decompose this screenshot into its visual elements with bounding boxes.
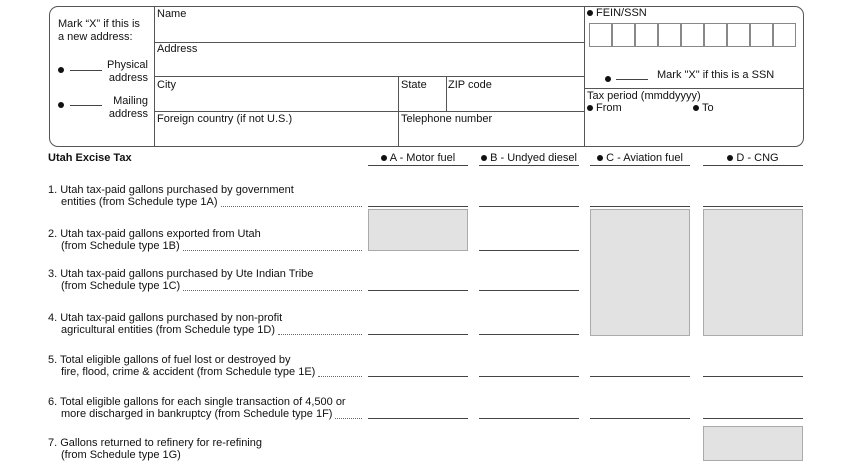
fein-digit-6[interactable]	[704, 23, 727, 47]
address-field[interactable]	[155, 55, 583, 75]
to-label: To	[693, 102, 714, 115]
column-a-header: A - Motor fuel	[368, 152, 468, 165]
state-label: State	[401, 79, 427, 91]
row-1-col-d-field[interactable]	[703, 206, 803, 207]
bullet-icon	[381, 155, 387, 161]
row-1-col-c-field[interactable]	[590, 206, 690, 207]
address-label: Address	[157, 43, 198, 55]
fein-digit-8[interactable]	[750, 23, 773, 47]
column-d-header: D - CNG	[703, 152, 803, 165]
row-2-label: 2. Utah tax-paid gallons exported from Utah	[48, 228, 261, 240]
bullet-icon	[587, 10, 593, 16]
row-7-label-2: (from Schedule type 1G)	[61, 449, 181, 461]
row-4-col-b-field[interactable]	[479, 334, 579, 335]
tax-period-to-field[interactable]	[693, 116, 801, 144]
zip-label: ZIP code	[448, 79, 492, 91]
row-3-label: 3. Utah tax-paid gallons purchased by Ute Indian Tribe	[48, 268, 314, 280]
telephone-field[interactable]	[399, 125, 583, 145]
fein-digit-4[interactable]	[658, 23, 681, 47]
column-b-header-rule	[479, 165, 579, 166]
state-field[interactable]	[399, 91, 445, 110]
row-5-col-a-field[interactable]	[368, 376, 468, 377]
divider-name	[154, 42, 584, 43]
row-5-col-c-field[interactable]	[590, 376, 690, 377]
fein-label: FEIN/SSN	[587, 7, 647, 20]
tax-period-from-field[interactable]	[587, 116, 687, 144]
telephone-label: Telephone number	[401, 113, 493, 125]
column-a-header-rule	[368, 165, 468, 166]
row-1-label-2: entities (from Schedule type 1A)	[61, 196, 218, 208]
foreign-country-label: Foreign country (if not U.S.)	[157, 113, 293, 125]
row-3-col-a-field[interactable]	[368, 290, 468, 291]
row-1-col-a-field[interactable]	[368, 206, 468, 207]
physical-label-2: address	[108, 72, 148, 84]
mailing-label-2: address	[108, 108, 148, 120]
column-c-header-rule	[590, 165, 690, 166]
row-3-col-b-field[interactable]	[479, 290, 579, 291]
tax-period-label: Tax period (mmddyyyy)	[587, 90, 701, 102]
bullet-icon	[587, 105, 593, 111]
row-6-col-b-field[interactable]	[479, 418, 579, 419]
fein-digit-3[interactable]	[635, 23, 658, 47]
row-6-label: 6. Total eligible gallons for each single transaction of 4,500 or	[48, 396, 346, 408]
row-2-col-c-shaded	[590, 209, 690, 336]
row-4-col-a-field[interactable]	[368, 334, 468, 335]
fein-digit-2[interactable]	[612, 23, 635, 47]
bullet-icon	[58, 61, 67, 79]
divider-fein-block	[584, 7, 585, 146]
row-2-label-2: (from Schedule type 1B)	[61, 240, 180, 252]
row-6-col-a-field[interactable]	[368, 418, 468, 419]
divider-city	[154, 111, 584, 112]
bullet-icon	[693, 105, 699, 111]
mailing-address-mark-field[interactable]	[70, 105, 102, 106]
row-4-label: 4. Utah tax-paid gallons purchased by non-profit	[48, 312, 283, 324]
new-address-instruction-2: a new address:	[58, 31, 133, 43]
row-5-col-d-field[interactable]	[703, 376, 803, 377]
row-2-col-a-shaded	[368, 209, 468, 251]
zip-field[interactable]	[447, 91, 583, 110]
city-label: City	[157, 79, 176, 91]
from-label: From	[587, 102, 622, 115]
row-7-col-d-shaded	[703, 426, 803, 461]
row-5-leader	[318, 376, 362, 377]
column-c-header: C - Aviation fuel	[590, 152, 690, 165]
row-5-label-2: fire, flood, crime & accident (from Schedule type 1E)	[61, 366, 316, 378]
fein-digit-1[interactable]	[589, 23, 612, 47]
fein-digit-5[interactable]	[681, 23, 704, 47]
row-2-col-d-shaded	[703, 209, 803, 336]
fein-digit-7[interactable]	[727, 23, 750, 47]
column-b-header: B - Undyed diesel	[479, 152, 579, 165]
row-2-col-b-field[interactable]	[479, 250, 579, 251]
bullet-icon	[727, 155, 733, 161]
foreign-country-field[interactable]	[155, 125, 397, 145]
row-4-leader	[278, 334, 362, 335]
row-5-label: 5. Total eligible gallons of fuel lost or destroyed by	[48, 354, 291, 366]
physical-label: Physical	[107, 59, 148, 71]
fein-digit-9[interactable]	[773, 23, 796, 47]
bullet-icon	[481, 155, 487, 161]
divider-address	[154, 76, 584, 77]
row-3-label-2: (from Schedule type 1C)	[61, 280, 181, 292]
city-field[interactable]	[155, 91, 397, 110]
row-1-label: 1. Utah tax-paid gallons purchased by government	[48, 184, 294, 196]
row-4-label-2: agricultural entities (from Schedule type 1D)	[61, 324, 275, 336]
bullet-icon	[605, 70, 614, 88]
row-6-leader	[335, 418, 362, 419]
name-label: Name	[157, 8, 187, 20]
row-1-col-b-field[interactable]	[479, 206, 579, 207]
bullet-icon	[58, 96, 67, 114]
row-6-col-c-field[interactable]	[590, 418, 690, 419]
new-address-instruction: Mark “X” if this is	[58, 18, 140, 30]
row-2-leader	[183, 250, 362, 251]
section-title: Utah Excise Tax	[48, 152, 132, 164]
row-3-leader	[183, 290, 362, 291]
name-field[interactable]	[155, 20, 583, 41]
mailing-label: Mailing	[113, 95, 148, 107]
ssn-mark-field[interactable]	[616, 79, 648, 80]
row-7-label: 7. Gallons returned to refinery for re-refining	[48, 437, 262, 449]
ssn-mark-label: Mark "X" if this is a SSN	[657, 69, 775, 81]
row-5-col-b-field[interactable]	[479, 376, 579, 377]
bullet-icon	[597, 155, 603, 161]
column-d-header-rule	[703, 165, 803, 166]
row-6-label-2: more discharged in bankruptcy (from Schedule type 1F)	[61, 408, 333, 420]
physical-address-mark-field[interactable]	[70, 70, 102, 71]
row-6-col-d-field[interactable]	[703, 418, 803, 419]
divider-ssn	[584, 88, 803, 89]
row-1-leader	[221, 206, 362, 207]
